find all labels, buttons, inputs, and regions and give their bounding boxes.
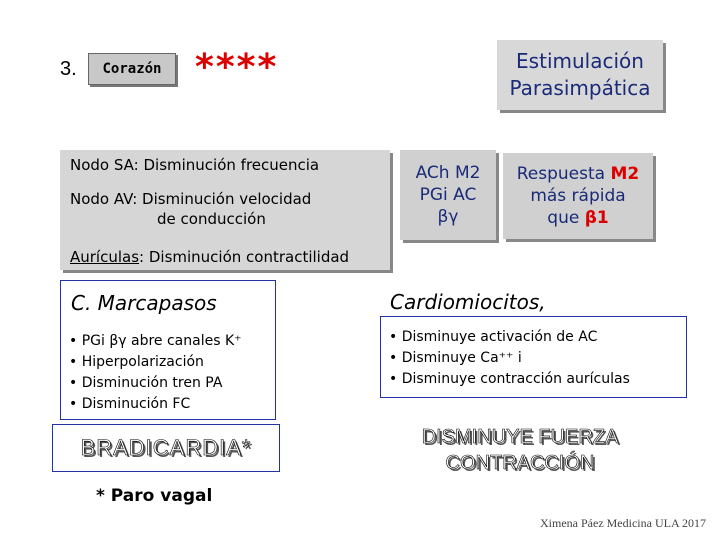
list-item: • PGi βγ abre canales K⁺ [69, 333, 242, 349]
response-line-2: más rápida [530, 186, 626, 206]
av-node-text-1: Nodo AV: Disminución velocidad [70, 190, 312, 208]
response-box [503, 153, 653, 239]
receptor-box [400, 150, 496, 240]
list-item: • Hiperpolarización [69, 354, 204, 370]
response-line-3 [503, 207, 653, 229]
list-item: • Disminuye contracción aurículas [389, 371, 630, 387]
auriculas-text [70, 248, 349, 266]
cardio-list [389, 327, 630, 390]
receptor-line-2: PGi AC [419, 185, 477, 205]
pacemaker-box [60, 280, 276, 420]
auriculas-label: Aurículas [70, 248, 140, 266]
receptor-line-1: ACh M2 [415, 163, 481, 183]
response-beta1: β1 [584, 208, 609, 228]
stimulation-line-2: Parasimpática [509, 76, 651, 100]
force-line-2: CONTRACCIÓN [445, 452, 595, 474]
av-node-text-2: de conducción [157, 210, 266, 228]
bradycardia-box: BRADICARDIA* [52, 424, 280, 472]
pacemaker-title: C. Marcapasos [71, 291, 217, 315]
importance-stars: **** [195, 47, 279, 88]
response-que: que [547, 208, 585, 228]
section-number: 3. [60, 58, 77, 80]
force-line-1: DISMINUYE FUERZA [421, 426, 619, 448]
stimulation-line-1: Estimulación [516, 49, 644, 73]
heart-label-box: Corazón [88, 53, 176, 85]
response-m2: M2 [610, 164, 640, 184]
list-item: • Disminución FC [69, 396, 191, 412]
sa-node-text: Nodo SA: Disminución frecuencia [70, 156, 320, 174]
response-text: Respuesta [516, 164, 611, 184]
stimulation-title-box [497, 40, 663, 110]
auriculas-rest: : Disminución contractilidad [139, 248, 350, 266]
footnote: * Paro vagal [96, 486, 213, 506]
force-decrease-box [387, 415, 653, 485]
list-item: • Disminuye activación de AC [389, 329, 598, 345]
cardio-title: Cardiomiocitos, [390, 290, 546, 314]
response-line-1 [503, 163, 653, 185]
pacemaker-list [69, 331, 242, 415]
cardio-box [380, 316, 687, 398]
list-item: • Disminución tren PA [69, 375, 223, 391]
author-credit: Ximena Páez Medicina ULA 2017 [540, 516, 706, 530]
receptor-line-3: βγ [437, 207, 459, 227]
nodes-effects-box [60, 150, 390, 270]
list-item: • Disminuye Ca⁺⁺ i [389, 350, 522, 366]
